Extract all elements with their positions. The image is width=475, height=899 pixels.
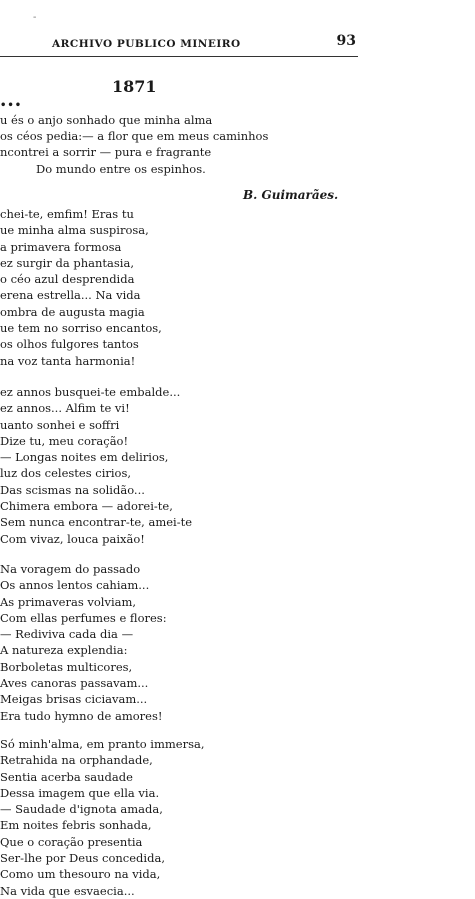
verse-line: Os annos lentos cahiam... xyxy=(0,578,150,593)
stanza-1 xyxy=(0,206,162,369)
verse-line: luz dos celestes cirios, xyxy=(0,466,132,481)
verse-line: Com vivaz, louca paixão! xyxy=(0,531,145,546)
verse-line: ez annos busquei-te embalde... xyxy=(0,385,181,399)
verse-line: Das scismas na solidão... xyxy=(0,482,145,497)
verse-line: ez annos... Alfim te vi! xyxy=(0,401,130,416)
verse-line: Chimera embora — adorei-te, xyxy=(0,499,173,514)
verse-line: a primavera formosa xyxy=(0,239,122,254)
verse-line: Aves canoras passavam... xyxy=(0,676,149,691)
verse-line: Com ellas perfumes e flores: xyxy=(0,610,167,625)
verse-line: chei-te, emfim! Eras tu xyxy=(0,207,134,221)
verse-line: Borboletas multicores, xyxy=(0,659,133,674)
stanza-2 xyxy=(0,384,192,547)
epigraph xyxy=(0,112,268,177)
verse-line: na voz tanta harmonia! xyxy=(0,353,136,368)
verse-line: os olhos fulgores tantos xyxy=(0,337,139,352)
epigraph-line: os céos pedia:— a flor que em meus caminhos xyxy=(0,129,269,144)
verse-line: Meigas brisas ciciavam... xyxy=(0,692,148,707)
verse-line: Era tudo hymno de amores! xyxy=(0,708,163,723)
running-head: ARCHIVO PUBLICO MINEIRO xyxy=(52,38,241,50)
verse-line: ue tem no sorriso encantos, xyxy=(0,321,162,336)
stanza-4 xyxy=(0,736,205,899)
verse-line: ez surgir da phantasia, xyxy=(0,255,134,270)
verse-line: Na voragem do passado xyxy=(0,562,141,576)
epigraph-line: u és o anjo sonhado que minha alma xyxy=(0,113,213,127)
ellipsis-dots: ••• xyxy=(0,100,23,111)
verse-line: Como um thesouro na vida, xyxy=(0,867,161,882)
stanza-3 xyxy=(0,561,167,724)
print-speck: - xyxy=(33,12,37,23)
verse-line: o céo azul desprendida xyxy=(0,272,135,287)
verse-line: A natureza explendia: xyxy=(0,643,128,658)
verse-line: Retrahida na orphandade, xyxy=(0,753,153,768)
verse-line: Dessa imagem que ella via. xyxy=(0,785,160,800)
verse-line: erena estrella... Na vida xyxy=(0,288,141,303)
verse-line: Na vida que esvaecia... xyxy=(0,883,135,898)
page-number: 93 xyxy=(336,33,356,49)
epigraph-line: ncontrei a sorrir — pura e fragrante xyxy=(0,145,212,160)
verse-line: ue minha alma suspirosa, xyxy=(0,223,149,238)
verse-line: Sem nunca encontrar-te, amei-te xyxy=(0,515,193,530)
verse-line: Dize tu, meu coração! xyxy=(0,433,129,448)
verse-line: Em noites febris sonhada, xyxy=(0,818,152,833)
verse-line: uanto sonhei e soffri xyxy=(0,417,120,432)
epigraph-attribution: B. Guimarães. xyxy=(243,188,339,202)
verse-line: Que o coração presentia xyxy=(0,834,143,849)
verse-line: — Longas noites em delirios, xyxy=(0,450,169,465)
verse-line: Só minh'alma, em pranto immersa, xyxy=(0,737,205,751)
poem-title-year: 1871 xyxy=(112,77,157,96)
epigraph-line: Do mundo entre os espinhos. xyxy=(36,161,206,176)
verse-line: Ser-lhe por Deus concedida, xyxy=(0,851,165,866)
verse-line: ombra de augusta magia xyxy=(0,304,145,319)
header-rule xyxy=(0,56,358,57)
verse-line: Sentia acerba saudade xyxy=(0,769,133,784)
verse-line: — Rediviva cada dia — xyxy=(0,627,134,642)
verse-line: As primaveras volviam, xyxy=(0,594,137,609)
verse-line: — Saudade d'ignota amada, xyxy=(0,802,163,817)
